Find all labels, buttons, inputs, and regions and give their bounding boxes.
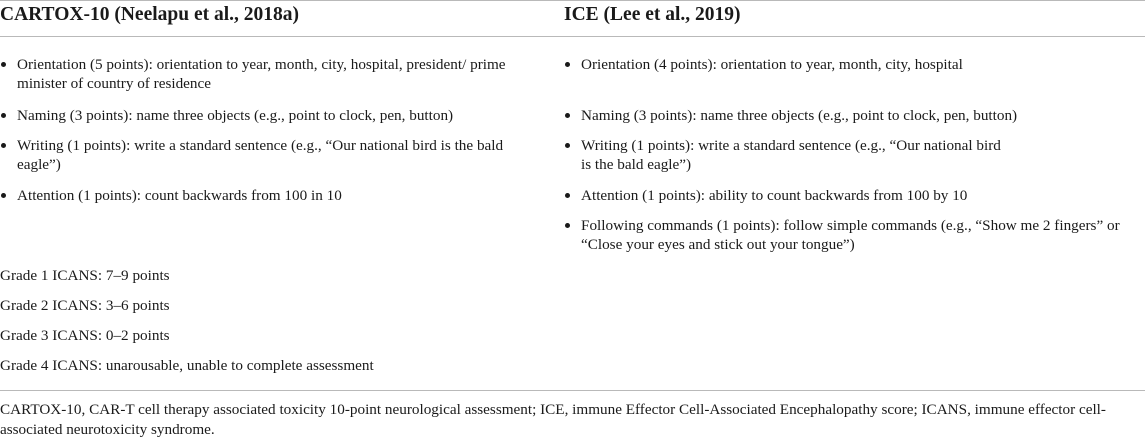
bullet-icon: [564, 136, 581, 174]
ice-item-attention: Attention (1 points): ability to count backwards from 100 by 10: [564, 186, 1142, 205]
bullet-icon: [564, 186, 581, 205]
ice-header: ICE (Lee et al., 2019): [564, 4, 741, 25]
grade-4: Grade 4 ICANS: unarousable, unable to complete assessment: [0, 357, 374, 374]
bullet-icon: [0, 106, 17, 125]
grade-2: Grade 2 ICANS: 3–6 points: [0, 297, 170, 314]
table-footnote: CARTOX-10, CAR-T cell therapy associated toxicity 10-point neurological assessment; ICE, immune Effector Cell-Associated Encephalopathy score; ICANS, immune effector cell-associated neurotoxicity syndrome.: [0, 401, 1106, 438]
bullet-icon: [0, 136, 17, 174]
ice-item-writing: Writing (1 points): write a standard sentence (e.g., “Our national bird is the bald eagle”): [564, 136, 1014, 174]
ice-item-orientation: Orientation (4 points): orientation to year, month, city, hospital: [564, 55, 1142, 74]
table-top-rule: [0, 0, 1145, 1]
cartox-item-orientation: Orientation (5 points): orientation to year, month, city, hospital, president/ prime minister of country of residence: [0, 55, 540, 93]
ice-item-commands: Following commands (1 points): follow simple commands (e.g., “Show me 2 fingers” or “Close your eyes and stick out your tongue”): [564, 216, 1142, 254]
bullet-icon: [0, 186, 17, 205]
bullet-icon: [564, 55, 581, 74]
bullet-icon: [564, 106, 581, 125]
cartox-item-writing: Writing (1 points): write a standard sentence (e.g., “Our national bird is the bald eagle”): [0, 136, 545, 174]
bullet-icon: [564, 216, 581, 254]
table-bottom-rule: [0, 390, 1145, 391]
cartox-item-naming: Naming (3 points): name three objects (e.g., point to clock, pen, button): [0, 106, 540, 125]
header-rule: [0, 36, 1145, 37]
bullet-icon: [0, 55, 17, 93]
ice-item-naming: Naming (3 points): name three objects (e.g., point to clock, pen, button): [564, 106, 1142, 125]
cartox-item-attention: Attention (1 points): count backwards from 100 in 10: [0, 186, 540, 205]
grade-3: Grade 3 ICANS: 0–2 points: [0, 327, 170, 344]
cartox-header: CARTOX-10 (Neelapu et al., 2018a): [0, 4, 300, 25]
grade-1: Grade 1 ICANS: 7–9 points: [0, 267, 170, 284]
